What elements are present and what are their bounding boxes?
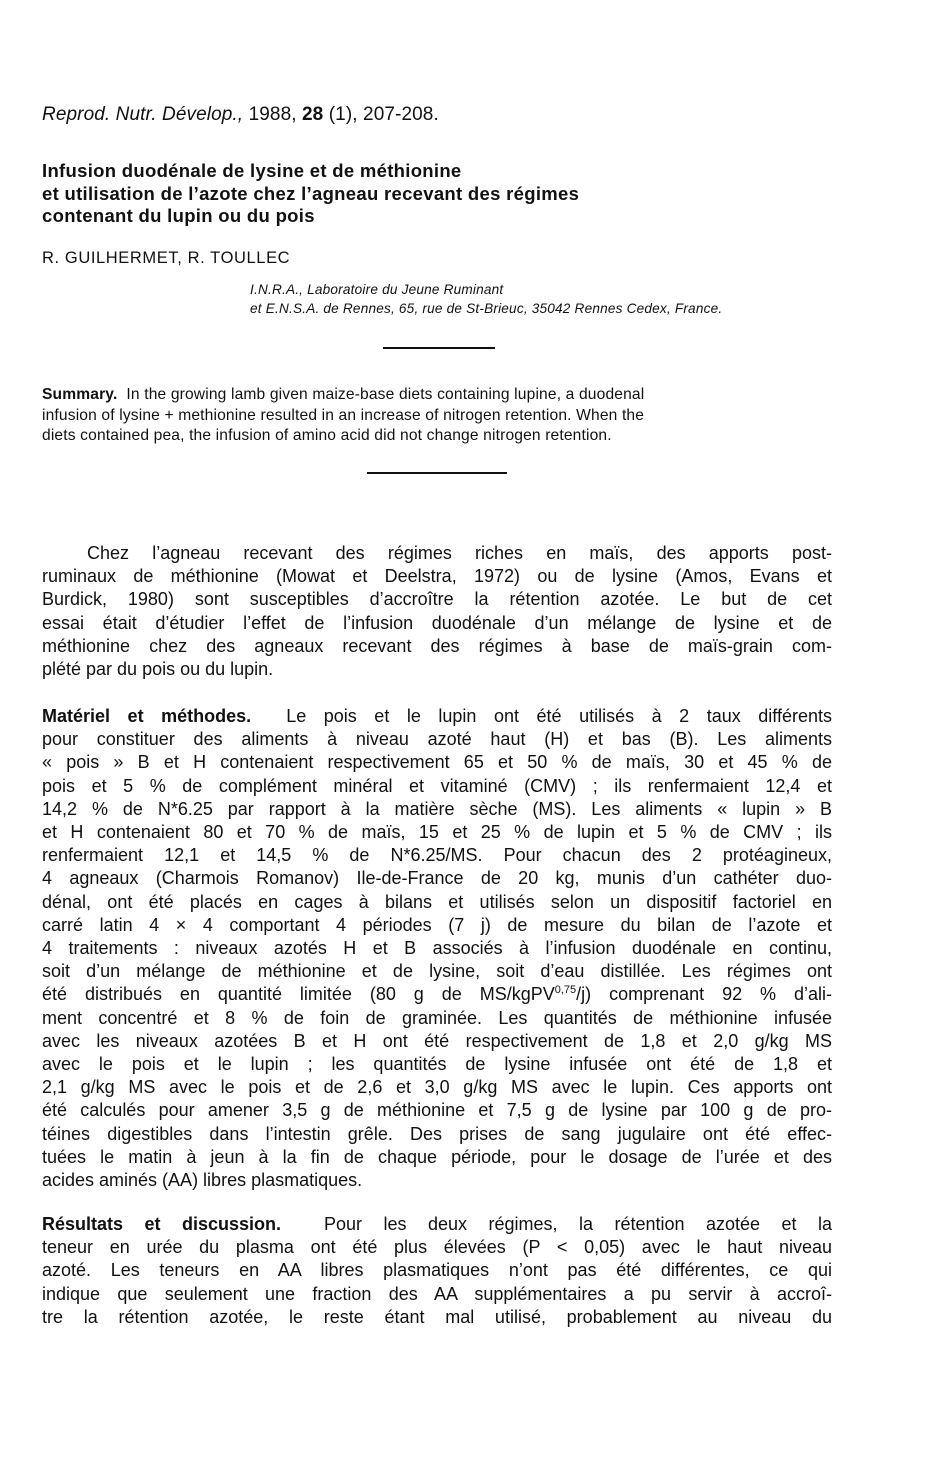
paragraph-line: avec les niveaux azotées B et H ont été respectivement de 1,8 et 2,0 g/kg MS	[42, 1030, 832, 1051]
paragraph-line: azoté. Les teneurs en AA libres plasmatiques n’ont pas été différentes, ce qui	[42, 1260, 832, 1281]
paragraph-line: 4 traitements : niveaux azotés H et B associés à l’infusion duodénale en continu,	[42, 938, 832, 959]
paragraph-line: pois et 5 % de complément minéral et vitaminé (CMV) ; ils renfermaient 12,4 et	[42, 775, 832, 796]
methods-heading: Matériel et méthodes.	[42, 706, 252, 726]
paragraph-line: tuées le matin à jeun à la fin de chaque période, pour le dosage de l’urée et des	[42, 1146, 832, 1167]
journal-citation	[42, 104, 439, 126]
paragraph-line: 2,1 g/kg MS avec le pois et de 2,6 et 3,0 g/kg MS avec le lupin. Ces apports ont	[42, 1077, 832, 1098]
paragraph-line: acides aminés (AA) libres plasmatiques.	[42, 1170, 363, 1191]
paragraph-line: 14,2 % de N*6.25 par rapport à la matière sèche (MS). Les aliments « lupin » B	[42, 798, 832, 819]
title-line: contenant du lupin ou du pois	[42, 205, 315, 226]
separator-rule	[383, 347, 495, 349]
summary-heading: Summary.	[42, 386, 118, 403]
dose-exponent: 0,75	[554, 984, 577, 997]
paragraph-line: « pois » B et H contenaient respectivement 65 et 50 % de maïs, 30 et 45 % de	[42, 752, 832, 773]
separator-rule	[367, 472, 507, 474]
paragraph-line: soit d’un mélange de méthionine et de lysine, soit d’eau distillée. Les régimes ont	[42, 961, 832, 982]
paragraph-line: carré latin 4 × 4 comportant 4 périodes (7 j) de mesure du bilan de l’azote et	[42, 914, 832, 935]
paragraph-line: 4 agneaux (Charmois Romanov) Ile-de-France de 20 kg, munis d’un cathéter duo-	[42, 868, 832, 889]
affiliation-line: I.N.R.A., Laboratoire du Jeune Ruminant	[250, 282, 504, 297]
citation-pages: (1), 207-208.	[328, 104, 439, 125]
paragraph-line	[42, 983, 832, 1006]
paragraph-line: et H contenaient 80 et 70 % de maïs, 15 et 25 % de lupin et 5 % de CMV ; ils	[42, 822, 832, 843]
citation-year: 1988,	[248, 104, 297, 125]
paragraph-line: tre la rétention azotée, le reste étant mal utilisé, probablement au niveau du	[42, 1306, 832, 1327]
paper-title	[42, 160, 862, 228]
paragraph-line: indique que seulement une fraction des AA supplémentaires a pu servir à accroî-	[42, 1283, 832, 1304]
paragraph-line: Burdick, 1980) sont susceptibles d’accroître la rétention azotée. Le but de cet	[42, 589, 832, 610]
paragraph-line: méthionine chez des agneaux recevant des régimes à base de maïs-grain com-	[42, 635, 832, 656]
methods-paragraph	[42, 705, 832, 1192]
results-heading: Résultats et discussion.	[42, 1214, 282, 1234]
results-paragraph	[42, 1213, 832, 1329]
paragraph-line: essai était d’étudier l’effet de l’infusion duodénale d’un mélange de lysine et de	[42, 612, 832, 633]
affiliation	[250, 280, 722, 318]
paragraph-line: été calculés pour amener 3,5 g de méthionine et 7,5 g de lysine par 100 g de pro-	[42, 1100, 832, 1121]
journal-name: Reprod. Nutr. Dévelop.,	[42, 104, 244, 125]
summary-text: In the growing lamb given maize-base diets containing lupine, a duodenal	[126, 386, 645, 403]
paragraph-line: ment concentré et 8 % de foin de graminée. Les quantités de méthionine infusée	[42, 1007, 832, 1028]
summary-line: infusion of lysine + methionine resulted in an increase of nitrogen retention. When the	[42, 406, 645, 424]
paragraph-line: avec le pois et le lupin ; les quantités de lysine infusée ont été de 1,8 et	[42, 1054, 832, 1075]
summary-line: diets contained pea, the infusion of amino acid did not change nitrogen retention.	[42, 427, 612, 444]
title-line: et utilisation de l’azote chez l’agneau recevant des régimes	[42, 182, 580, 204]
paragraph-line: ruminaux de méthionine (Mowat et Deelstra, 1972) ou de lysine (Amos, Evans et	[42, 566, 832, 587]
citation-volume: 28	[302, 104, 324, 125]
affiliation-line: et E.N.S.A. de Rennes, 65, rue de St-Brieuc, 35042 Rennes Cedex, France.	[250, 301, 723, 316]
summary	[42, 385, 842, 447]
paragraph-line	[42, 705, 832, 728]
paragraph-line: dénal, ont été placés en cages à bilans et utilisés selon un dispositif factoriel en	[42, 891, 832, 912]
title-line: Infusion duodénale de lysine et de méthionine	[42, 160, 462, 181]
paragraph-line: téines digestibles dans l’intestin grêle. Des prises de sang jugulaire ont été effec-	[42, 1123, 832, 1144]
summary-line	[42, 385, 842, 406]
results-first-text: Pour les deux régimes, la rétention azotée et la	[323, 1214, 832, 1234]
authors: R. GUILHERMET, R. TOULLEC	[42, 249, 291, 267]
dose-text-end: /j) comprenant 92 % d’ali-	[576, 984, 832, 1005]
dose-text: été distribués en quantité limitée (80 g de MS/kgPV	[42, 984, 555, 1005]
introduction-paragraph	[42, 542, 832, 681]
paragraph-line: pour constituer des aliments à niveau azoté haut (H) et bas (B). Les aliments	[42, 729, 832, 750]
paragraph-line: renfermaient 12,1 et 14,5 % de N*6.25/MS. Pour chacun des 2 protéagineux,	[42, 845, 832, 866]
paragraph-line: Chez l’agneau recevant des régimes riches en maïs, des apports post-	[87, 543, 832, 563]
paragraph-line: plété par du pois ou du lupin.	[42, 659, 274, 680]
paragraph-line	[42, 1213, 832, 1236]
methods-first-text: Le pois et le lupin ont été utilisés à 2 taux différents	[286, 706, 832, 726]
paragraph-line: teneur en urée du plasma ont été plus élevées (P < 0,05) avec le haut niveau	[42, 1237, 832, 1258]
